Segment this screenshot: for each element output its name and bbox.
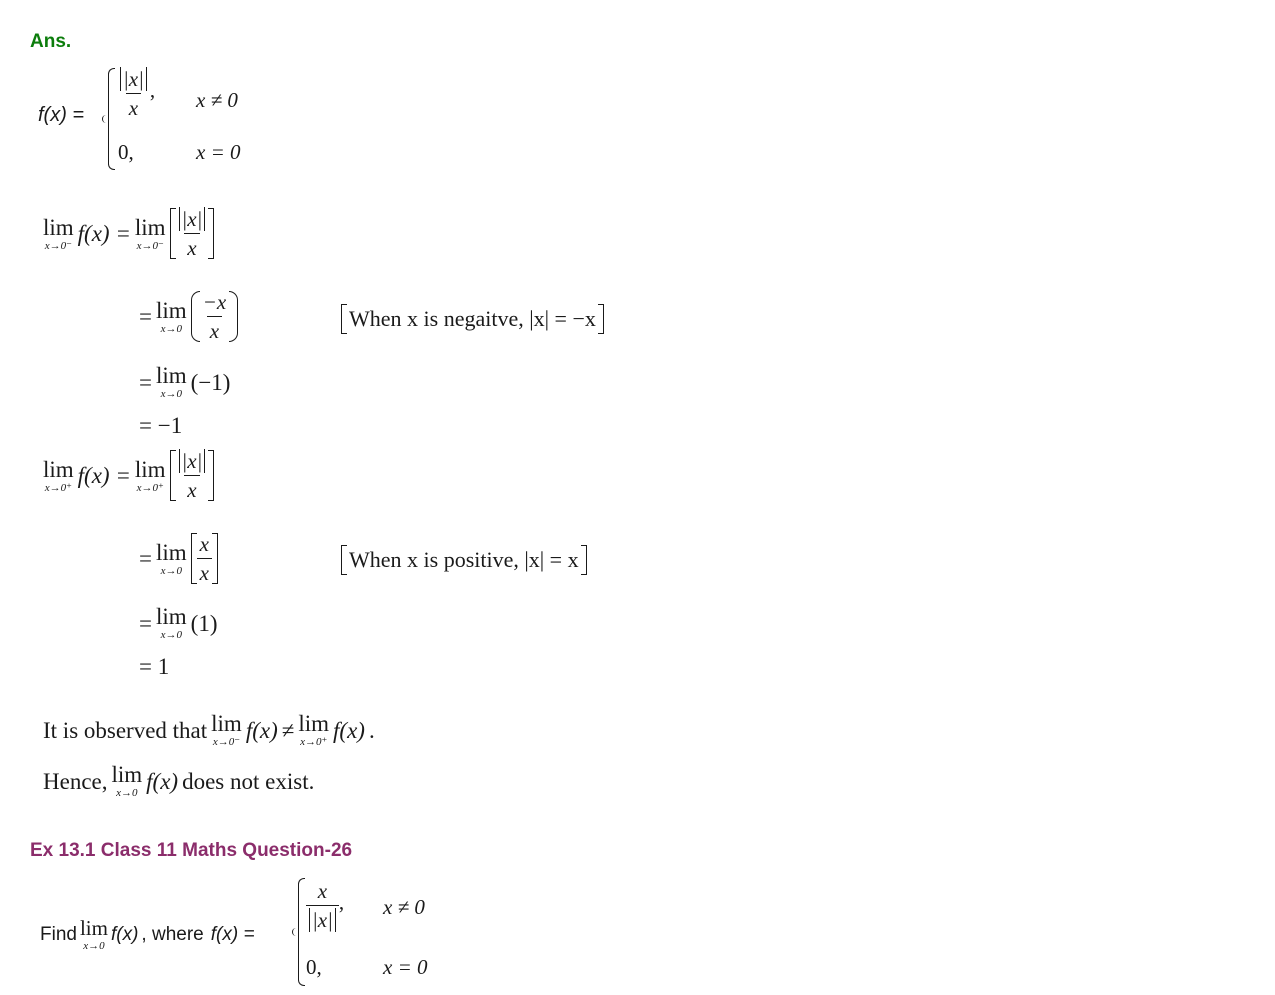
left-limit-fraction <box>176 208 209 259</box>
lim-right-2: lim x→0⁺ <box>134 456 166 494</box>
left-limit-result: = −1 <box>139 413 183 438</box>
lim-left-4: lim x→0 <box>155 363 187 400</box>
definition-condition-1: x ≠ 0 <box>196 88 238 112</box>
conclusion-hence <box>43 763 314 799</box>
question-fraction <box>306 880 339 931</box>
definition-numerator: |x| <box>120 67 147 91</box>
equals-sign: = <box>139 546 152 572</box>
left-limit-fx: f(x) = <box>77 221 131 247</box>
lim-observed-left: lim x→0⁻ <box>211 711 242 748</box>
not-equal-sign: ≠ <box>281 717 295 743</box>
right-limit-note-text: When x is positive, |x| = x <box>349 547 579 572</box>
lim-left-2: lim x→0⁻ <box>134 214 166 252</box>
definition-case-1 <box>117 68 155 119</box>
find-text: Find <box>40 924 77 945</box>
observed-period: . <box>368 717 375 743</box>
definition-fraction <box>117 68 150 119</box>
equals-sign: = <box>139 610 152 636</box>
left-limit-minus-one: (−1) <box>190 369 231 395</box>
positive-fraction <box>197 533 212 584</box>
positive-bracket <box>191 533 218 584</box>
left-limit-line-2 <box>139 291 238 342</box>
right-limit-result: = 1 <box>139 654 170 679</box>
right-limit-bracket <box>170 450 215 501</box>
right-limit-numerator: |x| <box>179 449 206 473</box>
negative-fraction <box>200 291 230 342</box>
lim-right-4: lim x→0 <box>155 604 187 641</box>
negative-numerator: −x <box>202 290 227 314</box>
lim-left-1: lim x→0⁻ <box>43 214 74 252</box>
right-limit-line-3 <box>139 605 217 641</box>
definition-fx-text: f(x) = <box>38 104 85 126</box>
lim-right-3: lim x→0 <box>155 539 187 577</box>
equals-sign: = <box>139 304 152 330</box>
question-condition-2: x = 0 <box>383 955 428 979</box>
left-limit-line-1 <box>43 208 214 259</box>
question-statement <box>40 918 255 952</box>
equals-sign: = <box>139 369 152 395</box>
left-limit-note <box>341 304 604 334</box>
question-comma: , <box>338 890 345 915</box>
left-limit-bracket <box>170 208 215 259</box>
question-fx: f(x) <box>110 924 139 945</box>
observed-text: It is observed that <box>43 717 208 743</box>
left-limit-note-text: When x is negaitve, |x| = −x <box>349 306 596 331</box>
definition-lhs <box>38 104 84 127</box>
definition-case-2: 0, <box>118 140 134 164</box>
definition-condition-2: x = 0 <box>196 140 241 164</box>
observed-fx-right: f(x) <box>333 717 365 743</box>
question-denominator: |x| <box>309 908 336 932</box>
lim-left-3: lim x→0 <box>155 297 187 335</box>
question-condition-1: x ≠ 0 <box>383 895 425 919</box>
lim-question: lim x→0 <box>79 916 108 952</box>
left-limit-denominator: x <box>184 233 199 259</box>
hence-text: Hence, <box>43 768 108 794</box>
lim-hence: lim x→0 <box>111 762 143 799</box>
definition-comma: , <box>149 78 156 103</box>
question-brace <box>294 878 304 986</box>
right-limit-line-2 <box>139 533 218 584</box>
hence-fx: f(x) <box>146 768 179 794</box>
left-limit-line-3 <box>139 364 230 400</box>
negative-denominator: x <box>207 316 222 342</box>
right-limit-one: (1) <box>190 610 218 636</box>
right-limit-denominator: x <box>184 475 199 501</box>
left-limit-paren <box>191 291 239 342</box>
right-limit-line-1 <box>43 450 214 501</box>
question-title: Ex 13.1 Class 11 Maths Question-26 <box>30 840 353 861</box>
right-limit-fx: f(x) = <box>77 463 131 489</box>
definition-brace <box>104 68 114 170</box>
question-numerator: x <box>317 879 328 903</box>
lim-right-1: lim x→0⁺ <box>43 456 74 494</box>
positive-denominator: x <box>197 558 212 584</box>
does-not-exist-text: does not exist. <box>182 768 315 794</box>
where-text: , where <box>141 924 204 945</box>
question-case-2: 0, <box>306 955 322 979</box>
answer-label: Ans. <box>30 31 72 52</box>
right-limit-note <box>341 545 587 575</box>
observed-fx-left: f(x) <box>245 717 278 743</box>
right-limit-fraction <box>176 450 209 501</box>
positive-numerator: x <box>199 532 209 556</box>
left-limit-numerator: |x| <box>179 207 206 231</box>
definition-denominator: x <box>126 93 141 119</box>
question-fx-eq: f(x) = <box>210 924 255 945</box>
question-case-1 <box>306 880 344 931</box>
lim-observed-right: lim x→0⁺ <box>298 711 330 748</box>
conclusion-observed <box>43 712 375 748</box>
